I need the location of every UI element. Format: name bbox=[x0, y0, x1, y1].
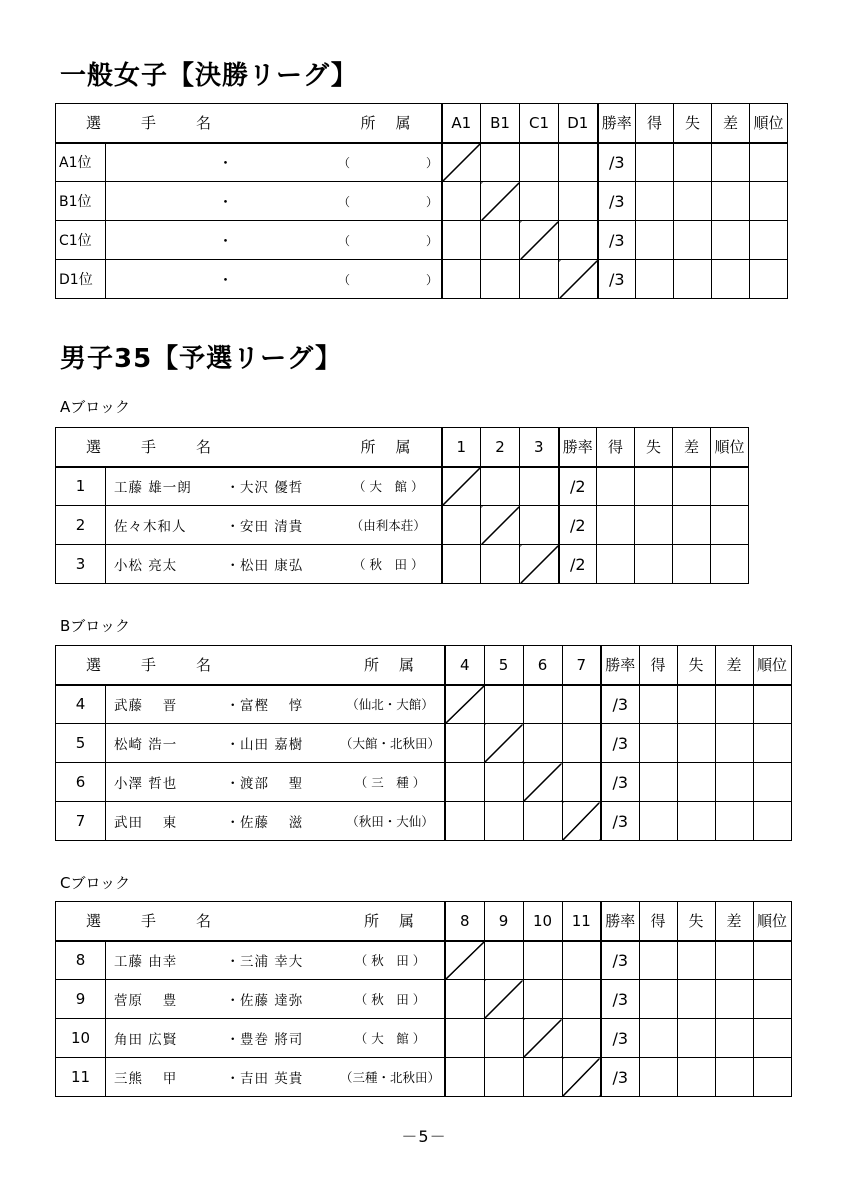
affiliation: （ 秋 田 ） bbox=[354, 992, 426, 1007]
header-loss: 失 bbox=[674, 104, 712, 143]
player-1-name: 武藤 晋 bbox=[114, 698, 178, 715]
player-cell: 小澤 哲也 ・ 渡部 聖 （ 三 種 ） bbox=[106, 763, 446, 802]
table-row bbox=[56, 763, 792, 802]
result-cell bbox=[520, 467, 559, 506]
result-cell bbox=[481, 545, 520, 584]
result-cell bbox=[523, 1058, 562, 1097]
result-cell bbox=[523, 685, 562, 724]
table-row bbox=[56, 182, 788, 221]
gain-cell bbox=[639, 980, 677, 1019]
win-rate-cell: /3 bbox=[601, 980, 639, 1019]
row-number: 2 bbox=[56, 506, 106, 545]
header-loss: 失 bbox=[677, 646, 715, 685]
diff-cell bbox=[715, 802, 753, 841]
diff-cell bbox=[715, 1058, 753, 1097]
result-cell bbox=[442, 260, 481, 299]
header-opponent: B1 bbox=[481, 104, 520, 143]
player-cell-blank: ・ （ ） bbox=[106, 182, 442, 221]
row-number: 3 bbox=[56, 545, 106, 584]
win-rate-cell: /3 bbox=[601, 685, 639, 724]
rank-cell bbox=[750, 182, 788, 221]
header-diff: 差 bbox=[712, 104, 750, 143]
header-rank: 順位 bbox=[750, 104, 788, 143]
row-number: 7 bbox=[56, 802, 106, 841]
player-1-name: 角田 広賢 bbox=[114, 1032, 178, 1048]
header-gain: 得 bbox=[636, 104, 674, 143]
gain-cell bbox=[597, 467, 635, 506]
header-row bbox=[56, 428, 749, 467]
player-1-name: 菅原 豊 bbox=[114, 993, 178, 1009]
result-cell bbox=[559, 182, 598, 221]
header-aff-1: 所 bbox=[360, 114, 376, 133]
affiliation: （ 秋 田 ） bbox=[354, 953, 426, 969]
rank-cell bbox=[711, 467, 749, 506]
header-name-3: 名 bbox=[196, 114, 212, 133]
result-cell bbox=[562, 685, 601, 724]
result-cell bbox=[520, 143, 559, 182]
gain-cell bbox=[639, 763, 677, 802]
table-row bbox=[56, 260, 788, 299]
player-cell: 工藤 雄一朗 ・ 大沢 優哲 （ 大 館 ） bbox=[106, 467, 442, 506]
rank-cell bbox=[753, 763, 791, 802]
header-loss: 失 bbox=[635, 428, 673, 467]
table-row bbox=[56, 941, 792, 980]
player-2-name: 松田 康弘 bbox=[240, 558, 304, 574]
row-seed: A1位 bbox=[56, 143, 106, 182]
player-1-name: 工藤 由幸 bbox=[114, 954, 178, 971]
header-aff-1: 所 bbox=[360, 438, 376, 457]
table-row bbox=[56, 467, 749, 506]
table-row bbox=[56, 545, 749, 584]
affiliation: （三種・北秋田） bbox=[340, 1070, 441, 1085]
loss-cell bbox=[674, 182, 712, 221]
rank-cell bbox=[750, 221, 788, 260]
self-match-cell bbox=[523, 763, 562, 802]
row-number: 5 bbox=[56, 724, 106, 763]
header-name-affiliation bbox=[56, 104, 442, 143]
loss-cell bbox=[635, 506, 673, 545]
affiliation: （仙北・大館） bbox=[346, 697, 434, 713]
self-match-cell bbox=[562, 802, 601, 841]
player-cell: 小松 亮太 ・ 松田 康弘 （ 秋 田 ） bbox=[106, 545, 442, 584]
header-loss: 失 bbox=[677, 902, 715, 941]
table-row bbox=[56, 980, 792, 1019]
player-2-name: 安田 清貴 bbox=[240, 519, 304, 535]
result-cell bbox=[559, 143, 598, 182]
header-aff-2: 属 bbox=[395, 438, 411, 457]
header-name-3: 名 bbox=[196, 656, 212, 675]
header-diff: 差 bbox=[715, 902, 753, 941]
result-cell bbox=[559, 221, 598, 260]
header-diff: 差 bbox=[715, 646, 753, 685]
row-seed: B1位 bbox=[56, 182, 106, 221]
player-cell: 松崎 浩一 ・ 山田 嘉樹 （大館・北秋田） bbox=[106, 724, 446, 763]
table-row bbox=[56, 506, 749, 545]
diff-cell bbox=[712, 221, 750, 260]
header-gain: 得 bbox=[597, 428, 635, 467]
rank-cell bbox=[753, 802, 791, 841]
self-match-cell bbox=[442, 143, 481, 182]
win-rate-cell: /3 bbox=[601, 1058, 639, 1097]
player-cell-blank: ・ （ ） bbox=[106, 143, 442, 182]
result-cell bbox=[520, 260, 559, 299]
player-2-name: 大沢 優哲 bbox=[240, 480, 304, 497]
table-row bbox=[56, 1058, 792, 1097]
result-cell bbox=[445, 724, 484, 763]
self-match-cell bbox=[484, 980, 523, 1019]
loss-cell bbox=[677, 685, 715, 724]
header-rank: 順位 bbox=[753, 646, 791, 685]
result-cell bbox=[481, 260, 520, 299]
row-number: 6 bbox=[56, 763, 106, 802]
diff-cell bbox=[712, 260, 750, 299]
header-opponent: 7 bbox=[562, 646, 601, 685]
loss-cell bbox=[677, 802, 715, 841]
header-name-1: 選 bbox=[86, 438, 102, 457]
header-opponent: 2 bbox=[481, 428, 520, 467]
win-rate-cell: /3 bbox=[601, 941, 639, 980]
header-opponent: 11 bbox=[562, 902, 601, 941]
table-row bbox=[56, 685, 792, 724]
result-cell bbox=[445, 1058, 484, 1097]
gain-cell bbox=[636, 143, 674, 182]
header-name-1: 選 bbox=[86, 656, 102, 675]
diff-cell bbox=[673, 506, 711, 545]
rank-cell bbox=[753, 685, 791, 724]
result-cell bbox=[484, 685, 523, 724]
header-name-1: 選 bbox=[86, 912, 102, 931]
result-cell bbox=[484, 1058, 523, 1097]
header-opponent: C1 bbox=[520, 104, 559, 143]
result-cell bbox=[481, 467, 520, 506]
block-label-b: Bブロック bbox=[60, 617, 130, 635]
header-name-1: 選 bbox=[86, 114, 102, 133]
affiliation: （ 三 種 ） bbox=[354, 775, 426, 790]
header-aff-2: 属 bbox=[399, 912, 415, 931]
player-cell: 角田 広賢 ・ 豊巻 將司 （ 大 館 ） bbox=[106, 1019, 446, 1058]
player-cell-blank: ・ （ ） bbox=[106, 260, 442, 299]
row-number: 11 bbox=[56, 1058, 106, 1097]
table-block-b bbox=[55, 645, 792, 841]
header-opponent: 1 bbox=[442, 428, 481, 467]
header-name-2: 手 bbox=[141, 114, 157, 133]
self-match-cell bbox=[520, 221, 559, 260]
diff-cell bbox=[715, 941, 753, 980]
result-cell bbox=[445, 802, 484, 841]
result-cell bbox=[442, 221, 481, 260]
result-cell bbox=[523, 802, 562, 841]
section-title-men35-prelim: 男子35【予選リーグ】 bbox=[60, 344, 342, 374]
table-block-c bbox=[55, 901, 792, 1097]
player-2-name: 山田 嘉樹 bbox=[240, 737, 304, 753]
rank-cell bbox=[750, 143, 788, 182]
block-label-c: Cブロック bbox=[60, 874, 131, 892]
header-win-rate: 勝率 bbox=[601, 646, 639, 685]
win-rate-cell: /2 bbox=[559, 545, 597, 584]
result-cell bbox=[520, 506, 559, 545]
gain-cell bbox=[639, 941, 677, 980]
result-cell bbox=[445, 980, 484, 1019]
diff-cell bbox=[715, 685, 753, 724]
header-aff-1: 所 bbox=[363, 656, 379, 675]
header-name-affiliation bbox=[56, 646, 446, 685]
rank-cell bbox=[753, 724, 791, 763]
loss-cell bbox=[677, 1019, 715, 1058]
diff-cell bbox=[673, 467, 711, 506]
table-block-a bbox=[55, 427, 749, 584]
result-cell bbox=[523, 941, 562, 980]
header-row bbox=[56, 646, 792, 685]
player-2-name: 豊巻 將司 bbox=[240, 1032, 304, 1048]
rank-cell bbox=[711, 506, 749, 545]
result-cell bbox=[445, 1019, 484, 1058]
player-1-name: 佐々木和人 bbox=[114, 519, 187, 535]
player-2-name: 佐藤 達弥 bbox=[240, 993, 304, 1009]
rank-cell bbox=[753, 1058, 791, 1097]
header-opponent: D1 bbox=[559, 104, 598, 143]
header-win-rate: 勝率 bbox=[559, 428, 597, 467]
loss-cell bbox=[677, 724, 715, 763]
result-cell bbox=[523, 980, 562, 1019]
header-aff-2: 属 bbox=[399, 656, 415, 675]
loss-cell bbox=[677, 1058, 715, 1097]
player-2-name: 渡部 聖 bbox=[240, 776, 304, 792]
player-cell: 武藤 晋 ・ 富樫 惇 （仙北・大館） bbox=[106, 685, 446, 724]
row-seed: C1位 bbox=[56, 221, 106, 260]
result-cell bbox=[562, 980, 601, 1019]
self-match-cell bbox=[442, 467, 481, 506]
header-name-2: 手 bbox=[141, 912, 157, 931]
header-rank: 順位 bbox=[711, 428, 749, 467]
win-rate-cell: /3 bbox=[598, 221, 636, 260]
block-label-a: Aブロック bbox=[60, 398, 130, 416]
result-cell bbox=[481, 143, 520, 182]
header-diff: 差 bbox=[673, 428, 711, 467]
rank-cell bbox=[753, 980, 791, 1019]
rank-cell bbox=[753, 1019, 791, 1058]
row-number: 1 bbox=[56, 467, 106, 506]
self-match-cell bbox=[523, 1019, 562, 1058]
player-cell: 工藤 由幸 ・ 三浦 幸大 （ 秋 田 ） bbox=[106, 941, 446, 980]
diff-cell bbox=[715, 1019, 753, 1058]
gain-cell bbox=[639, 802, 677, 841]
win-rate-cell: /3 bbox=[598, 182, 636, 221]
loss-cell bbox=[674, 221, 712, 260]
row-seed: D1位 bbox=[56, 260, 106, 299]
diff-cell bbox=[715, 724, 753, 763]
self-match-cell bbox=[445, 685, 484, 724]
header-name-2: 手 bbox=[141, 656, 157, 675]
page-number: －5－ bbox=[401, 1127, 447, 1146]
affiliation: （ 大 館 ） bbox=[354, 1031, 426, 1046]
header-gain: 得 bbox=[639, 646, 677, 685]
header-name-3: 名 bbox=[196, 912, 212, 931]
affiliation: （ 大 館 ） bbox=[353, 479, 424, 495]
result-cell bbox=[445, 763, 484, 802]
table-row bbox=[56, 143, 788, 182]
player-1-name: 武田 東 bbox=[114, 815, 178, 831]
loss-cell bbox=[677, 763, 715, 802]
player-1-name: 工藤 雄一朗 bbox=[114, 480, 192, 497]
win-rate-cell: /3 bbox=[601, 802, 639, 841]
result-cell bbox=[523, 724, 562, 763]
player-1-name: 三熊 甲 bbox=[114, 1071, 178, 1087]
loss-cell bbox=[674, 143, 712, 182]
self-match-cell bbox=[484, 724, 523, 763]
header-name-2: 手 bbox=[141, 438, 157, 457]
gain-cell bbox=[639, 1019, 677, 1058]
header-row bbox=[56, 104, 788, 143]
affiliation: （秋田・大仙） bbox=[346, 814, 434, 829]
player-1-name: 小松 亮太 bbox=[114, 558, 178, 574]
affiliation: （ 秋 田 ） bbox=[353, 557, 424, 572]
header-opponent: 8 bbox=[445, 902, 484, 941]
result-cell bbox=[520, 182, 559, 221]
header-opponent: A1 bbox=[442, 104, 481, 143]
gain-cell bbox=[597, 545, 635, 584]
table-row bbox=[56, 1019, 792, 1058]
header-opponent: 5 bbox=[484, 646, 523, 685]
header-row bbox=[56, 902, 792, 941]
result-cell bbox=[484, 941, 523, 980]
row-number: 8 bbox=[56, 941, 106, 980]
affiliation: （大館・北秋田） bbox=[340, 736, 441, 751]
player-cell-blank: ・ （ ） bbox=[106, 221, 442, 260]
result-cell bbox=[562, 941, 601, 980]
win-rate-cell: /2 bbox=[559, 467, 597, 506]
gain-cell bbox=[597, 506, 635, 545]
diff-cell bbox=[712, 182, 750, 221]
win-rate-cell: /3 bbox=[598, 143, 636, 182]
self-match-cell bbox=[481, 182, 520, 221]
win-rate-cell: /3 bbox=[601, 763, 639, 802]
affiliation: （由利本荘） bbox=[350, 518, 426, 533]
row-number: 10 bbox=[56, 1019, 106, 1058]
win-rate-cell: /3 bbox=[598, 260, 636, 299]
table-women-final bbox=[55, 103, 788, 299]
header-aff-2: 属 bbox=[395, 114, 411, 133]
diff-cell bbox=[715, 980, 753, 1019]
result-cell bbox=[562, 1019, 601, 1058]
loss-cell bbox=[635, 467, 673, 506]
table-row bbox=[56, 802, 792, 841]
header-opponent: 10 bbox=[523, 902, 562, 941]
gain-cell bbox=[636, 221, 674, 260]
self-match-cell bbox=[559, 260, 598, 299]
result-cell bbox=[442, 545, 481, 584]
diff-cell bbox=[715, 763, 753, 802]
result-cell bbox=[562, 724, 601, 763]
self-match-cell bbox=[520, 545, 559, 584]
player-cell: 三熊 甲 ・ 吉田 英貴 （三種・北秋田） bbox=[106, 1058, 446, 1097]
section-title-women-final: 一般女子【決勝リーグ】 bbox=[60, 61, 358, 91]
player-cell: 武田 東 ・ 佐藤 滋 （秋田・大仙） bbox=[106, 802, 446, 841]
player-cell: 佐々木和人 ・ 安田 清貴 （由利本荘） bbox=[106, 506, 442, 545]
gain-cell bbox=[639, 685, 677, 724]
diff-cell bbox=[673, 545, 711, 584]
gain-cell bbox=[639, 1058, 677, 1097]
result-cell bbox=[442, 182, 481, 221]
result-cell bbox=[484, 802, 523, 841]
win-rate-cell: /2 bbox=[559, 506, 597, 545]
rank-cell bbox=[711, 545, 749, 584]
header-opponent: 9 bbox=[484, 902, 523, 941]
self-match-cell bbox=[445, 941, 484, 980]
player-2-name: 富樫 惇 bbox=[240, 698, 304, 715]
win-rate-cell: /3 bbox=[601, 724, 639, 763]
header-win-rate: 勝率 bbox=[601, 902, 639, 941]
rank-cell bbox=[750, 260, 788, 299]
gain-cell bbox=[639, 724, 677, 763]
header-name-3: 名 bbox=[196, 438, 212, 457]
header-gain: 得 bbox=[639, 902, 677, 941]
loss-cell bbox=[677, 980, 715, 1019]
header-opponent: 3 bbox=[520, 428, 559, 467]
table-row bbox=[56, 724, 792, 763]
table-row bbox=[56, 221, 788, 260]
header-aff-1: 所 bbox=[363, 912, 379, 931]
result-cell bbox=[481, 221, 520, 260]
player-1-name: 松崎 浩一 bbox=[114, 737, 178, 753]
loss-cell bbox=[674, 260, 712, 299]
loss-cell bbox=[635, 545, 673, 584]
player-cell: 菅原 豊 ・ 佐藤 達弥 （ 秋 田 ） bbox=[106, 980, 446, 1019]
header-name-affiliation bbox=[56, 902, 446, 941]
header-opponent: 6 bbox=[523, 646, 562, 685]
loss-cell bbox=[677, 941, 715, 980]
diff-cell bbox=[712, 143, 750, 182]
player-2-name: 佐藤 滋 bbox=[240, 815, 304, 831]
header-win-rate: 勝率 bbox=[598, 104, 636, 143]
result-cell bbox=[562, 763, 601, 802]
win-rate-cell: /3 bbox=[601, 1019, 639, 1058]
row-number: 9 bbox=[56, 980, 106, 1019]
result-cell bbox=[442, 506, 481, 545]
header-opponent: 4 bbox=[445, 646, 484, 685]
player-2-name: 吉田 英貴 bbox=[240, 1071, 304, 1087]
rank-cell bbox=[753, 941, 791, 980]
row-number: 4 bbox=[56, 685, 106, 724]
self-match-cell bbox=[481, 506, 520, 545]
player-2-name: 三浦 幸大 bbox=[240, 954, 304, 971]
header-rank: 順位 bbox=[753, 902, 791, 941]
result-cell bbox=[484, 1019, 523, 1058]
self-match-cell bbox=[562, 1058, 601, 1097]
player-1-name: 小澤 哲也 bbox=[114, 776, 178, 792]
gain-cell bbox=[636, 260, 674, 299]
gain-cell bbox=[636, 182, 674, 221]
result-cell bbox=[484, 763, 523, 802]
header-name-affiliation bbox=[56, 428, 442, 467]
